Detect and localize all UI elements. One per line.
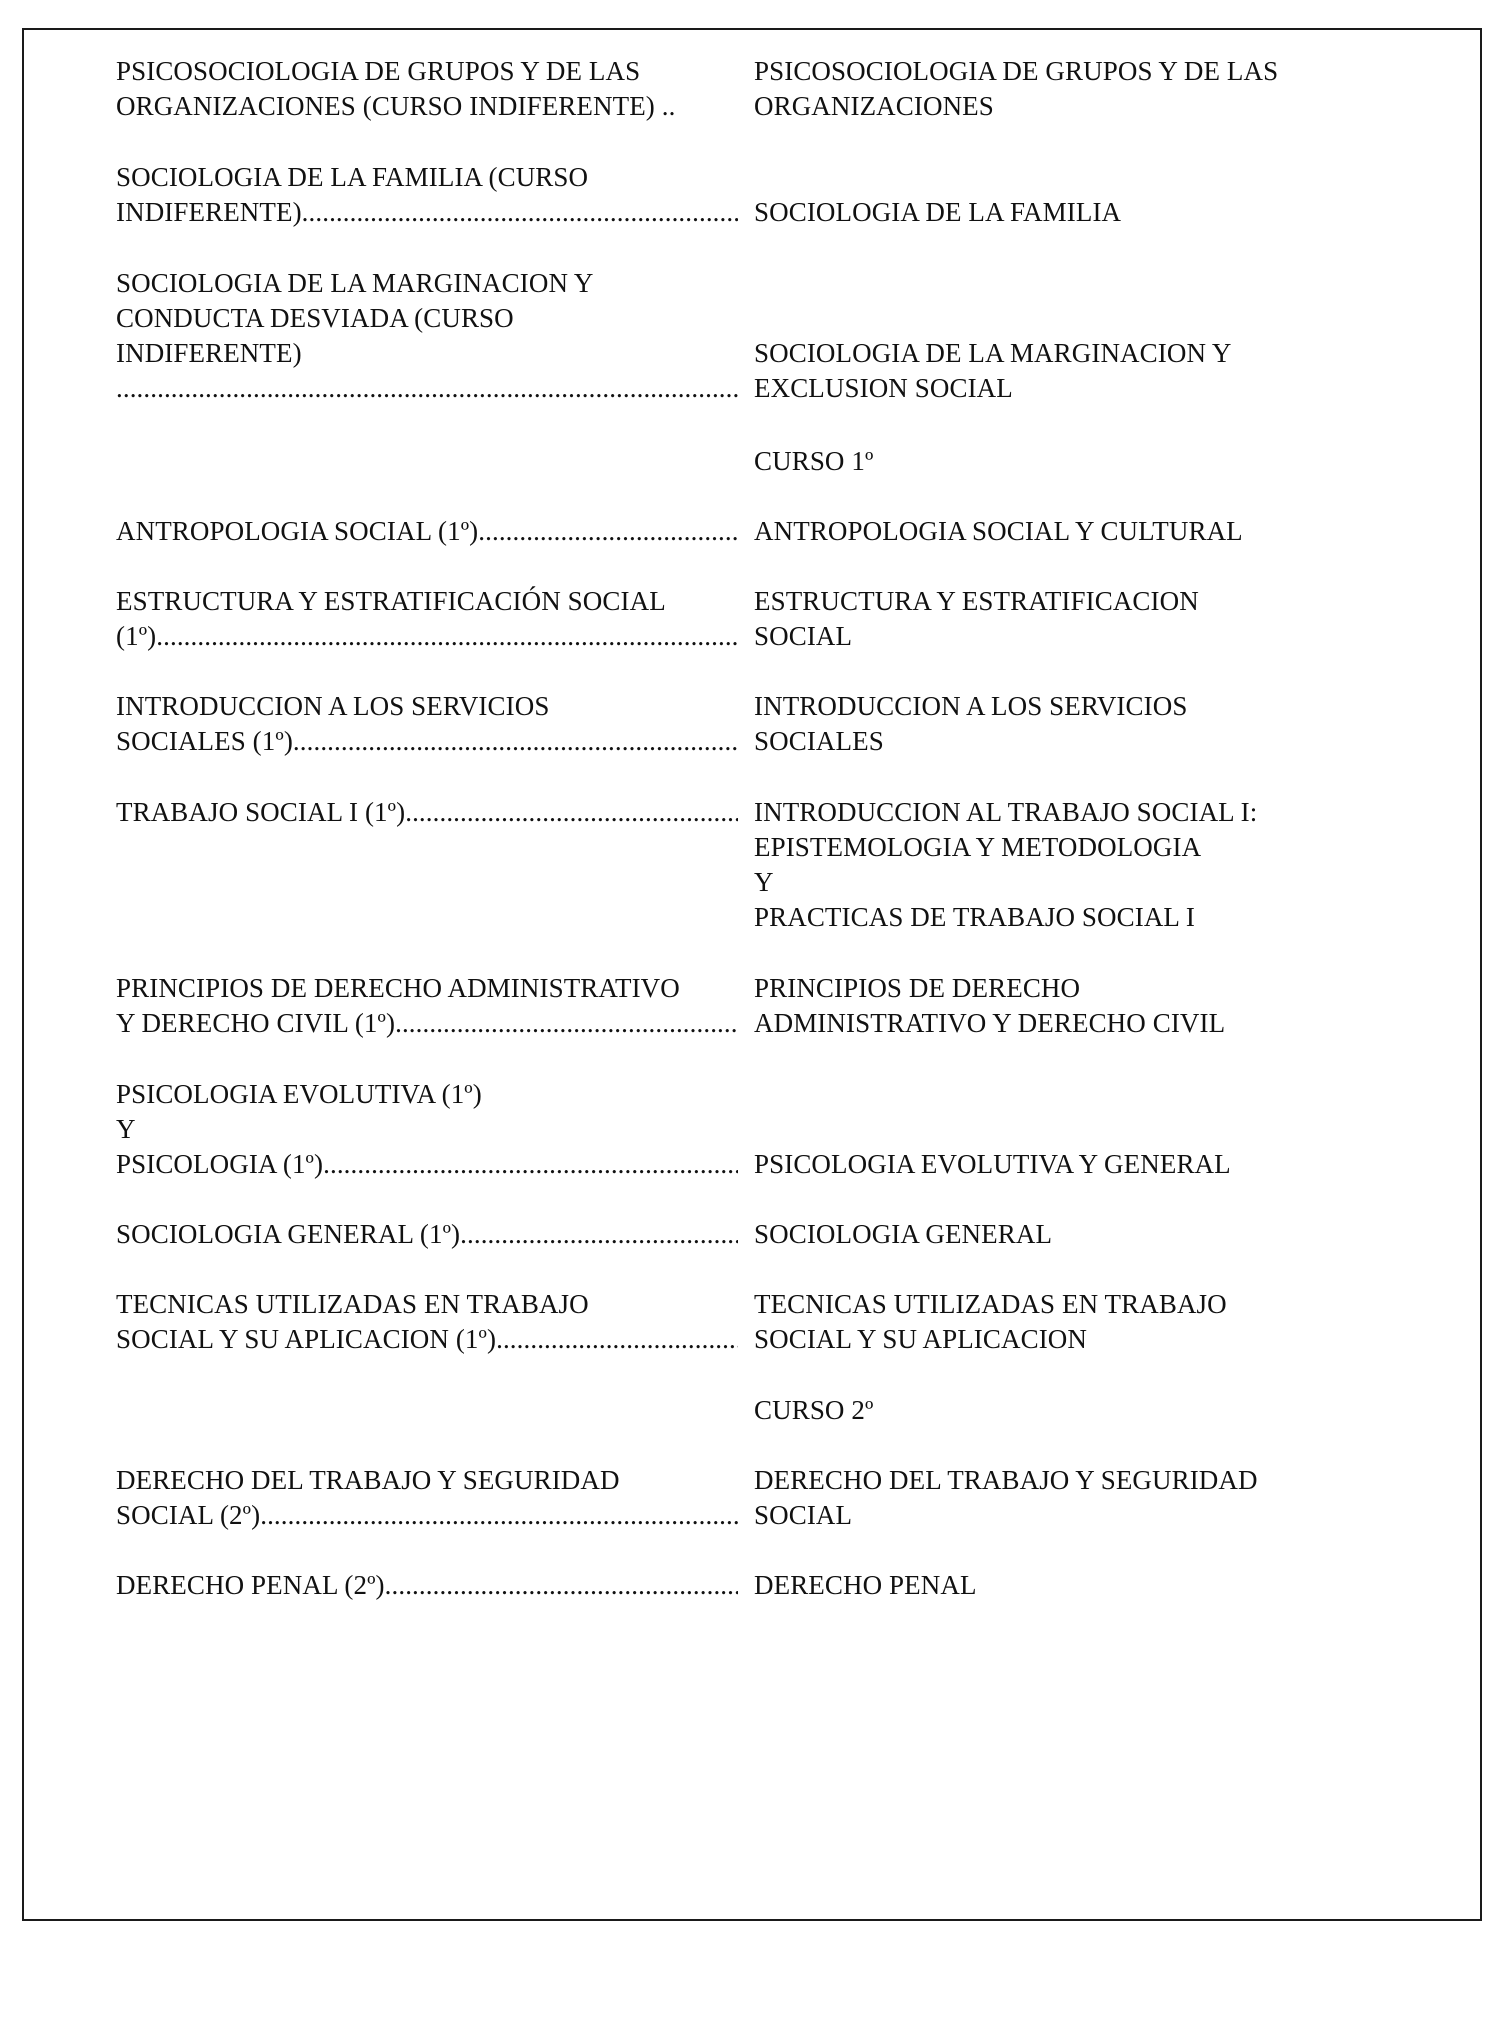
old-subject-line-leader (116, 514, 738, 549)
new-subject-line: DERECHO PENAL (754, 1570, 977, 1600)
old-subject-line: INDIFERENTE) (116, 197, 302, 227)
old-subject-line: SOCIAL Y SU APLICACION (1º) (116, 1324, 497, 1354)
course-heading (754, 444, 1394, 479)
old-subject (116, 971, 738, 1041)
new-subject (754, 1217, 1394, 1252)
old-subject-line: SOCIOLOGIA DE LA FAMILIA (CURSO (116, 162, 589, 192)
old-subject-line-leader (116, 371, 738, 406)
dot-leader (478, 514, 738, 549)
new-subject-line: PRINCIPIOS DE DERECHO (754, 973, 1081, 1003)
course-heading-text: CURSO 2º (754, 1395, 874, 1425)
old-subject-line-leader (116, 1217, 738, 1252)
old-subject-line: PSICOLOGIA EVOLUTIVA (1º) (116, 1079, 482, 1109)
dot-leader (405, 795, 738, 830)
old-subject (116, 160, 738, 230)
new-subject-line: INTRODUCCION AL TRABAJO SOCIAL I: (754, 797, 1258, 827)
new-subject-line: SOCIAL Y SU APLICACION (754, 1324, 1087, 1354)
old-subject-line: Y DERECHO CIVIL (1º) (116, 1008, 396, 1038)
old-subject (116, 1568, 738, 1603)
old-subject-line-leader (116, 619, 738, 654)
new-subject (754, 795, 1394, 935)
old-subject-line: ORGANIZACIONES (CURSO INDIFERENTE) .. (116, 91, 676, 121)
old-subject (116, 1077, 738, 1182)
old-subject-line-leader (116, 1322, 738, 1357)
old-subject-line-leader (116, 1498, 738, 1533)
old-subject-line: PSICOSOCIOLOGIA DE GRUPOS Y DE LAS (116, 56, 641, 86)
old-subject (116, 1463, 738, 1533)
new-subject-line: TECNICAS UTILIZADAS EN TRABAJO (754, 1289, 1227, 1319)
old-subject-line: SOCIOLOGIA GENERAL (1º) (116, 1219, 461, 1249)
new-subject-line: SOCIOLOGIA GENERAL (754, 1219, 1053, 1249)
old-subject-line: PRINCIPIOS DE DERECHO ADMINISTRATIVO (116, 973, 680, 1003)
old-subject-line-leader (116, 1006, 738, 1041)
dot-leader (260, 1498, 738, 1533)
course-heading-text: CURSO 1º (754, 446, 874, 476)
new-subject-line: SOCIALES (754, 726, 884, 756)
new-subject-line: EPISTEMOLOGIA Y METODOLOGIA (754, 832, 1202, 862)
old-subject-line: Y (116, 1114, 136, 1144)
dot-leader (385, 1568, 738, 1603)
old-subject-line-leader (116, 1147, 738, 1182)
dot-leader (460, 1217, 738, 1252)
new-subject-line: PSICOLOGIA EVOLUTIVA Y GENERAL (754, 1149, 1231, 1179)
course-heading (754, 1393, 1394, 1428)
old-subject-line: SOCIAL (2º) (116, 1500, 261, 1530)
new-subject-line: SOCIAL (754, 1500, 853, 1530)
old-subject-line: PSICOLOGIA (1º) (116, 1149, 324, 1179)
new-subject (754, 1147, 1394, 1182)
new-subject (754, 1568, 1394, 1603)
old-subject (116, 514, 738, 549)
new-subject (754, 689, 1394, 759)
new-subject (754, 971, 1394, 1041)
old-subject-line: ESTRUCTURA Y ESTRATIFICACIÓN SOCIAL (116, 586, 666, 616)
dot-leader (496, 1322, 738, 1357)
old-subject-line: SOCIALES (1º) (116, 726, 293, 756)
old-subject-line: TECNICAS UTILIZADAS EN TRABAJO (116, 1289, 589, 1319)
old-subject-line: SOCIOLOGIA DE LA MARGINACION Y (116, 268, 594, 298)
old-subject-line-leader (116, 1568, 738, 1603)
old-subject (116, 1217, 738, 1252)
new-subject (754, 195, 1394, 230)
new-subject (754, 1463, 1394, 1533)
old-subject-line-leader (116, 724, 738, 759)
old-subject (116, 54, 738, 124)
old-subject (116, 1287, 738, 1357)
old-subject-line: TRABAJO SOCIAL I (1º) (116, 797, 406, 827)
new-subject-line: ADMINISTRATIVO Y DERECHO CIVIL (754, 1008, 1226, 1038)
new-subject-line: ANTROPOLOGIA SOCIAL Y CULTURAL (754, 516, 1243, 546)
new-subject (754, 336, 1394, 406)
new-subject-line: PSICOSOCIOLOGIA DE GRUPOS Y DE LAS (754, 56, 1279, 86)
dot-leader (395, 1006, 738, 1041)
new-subject-line: SOCIOLOGIA DE LA MARGINACION Y (754, 338, 1232, 368)
old-subject (116, 795, 738, 830)
new-subject-line: EXCLUSION SOCIAL (754, 373, 1013, 403)
old-subject-line: CONDUCTA DESVIADA (CURSO (116, 303, 514, 333)
new-subject (754, 514, 1394, 549)
new-subject-line: PRACTICAS DE TRABAJO SOCIAL I (754, 902, 1195, 932)
dot-leader (323, 1147, 738, 1182)
new-subject-line: ORGANIZACIONES (754, 91, 994, 121)
new-subject-line: SOCIOLOGIA DE LA FAMILIA (754, 197, 1122, 227)
new-subject (754, 54, 1394, 124)
dot-leader (293, 724, 738, 759)
new-subject (754, 584, 1394, 654)
old-subject-line: DERECHO DEL TRABAJO Y SEGURIDAD (116, 1465, 620, 1495)
new-subject-line: INTRODUCCION A LOS SERVICIOS (754, 691, 1188, 721)
new-subject (754, 1287, 1394, 1357)
old-subject-line: DERECHO PENAL (2º) (116, 1570, 385, 1600)
document-frame (22, 28, 1482, 1921)
old-subject-line: INTRODUCCION A LOS SERVICIOS (116, 691, 550, 721)
dot-leader (302, 195, 738, 230)
old-subject (116, 584, 738, 654)
old-subject-line: INDIFERENTE) (116, 338, 302, 368)
dot-leader (116, 371, 738, 406)
new-subject-line: DERECHO DEL TRABAJO Y SEGURIDAD (754, 1465, 1258, 1495)
new-subject-line: SOCIAL (754, 621, 853, 651)
old-subject-line-leader (116, 195, 738, 230)
old-subject-line: ANTROPOLOGIA SOCIAL (1º) (116, 516, 479, 546)
new-subject-line: Y (754, 867, 774, 897)
old-subject-line: (1º) (116, 621, 157, 651)
old-subject (116, 689, 738, 759)
old-subject-line-leader (116, 795, 738, 830)
new-subject-line: ESTRUCTURA Y ESTRATIFICACION (754, 586, 1199, 616)
old-subject (116, 266, 738, 406)
dot-leader (156, 619, 738, 654)
